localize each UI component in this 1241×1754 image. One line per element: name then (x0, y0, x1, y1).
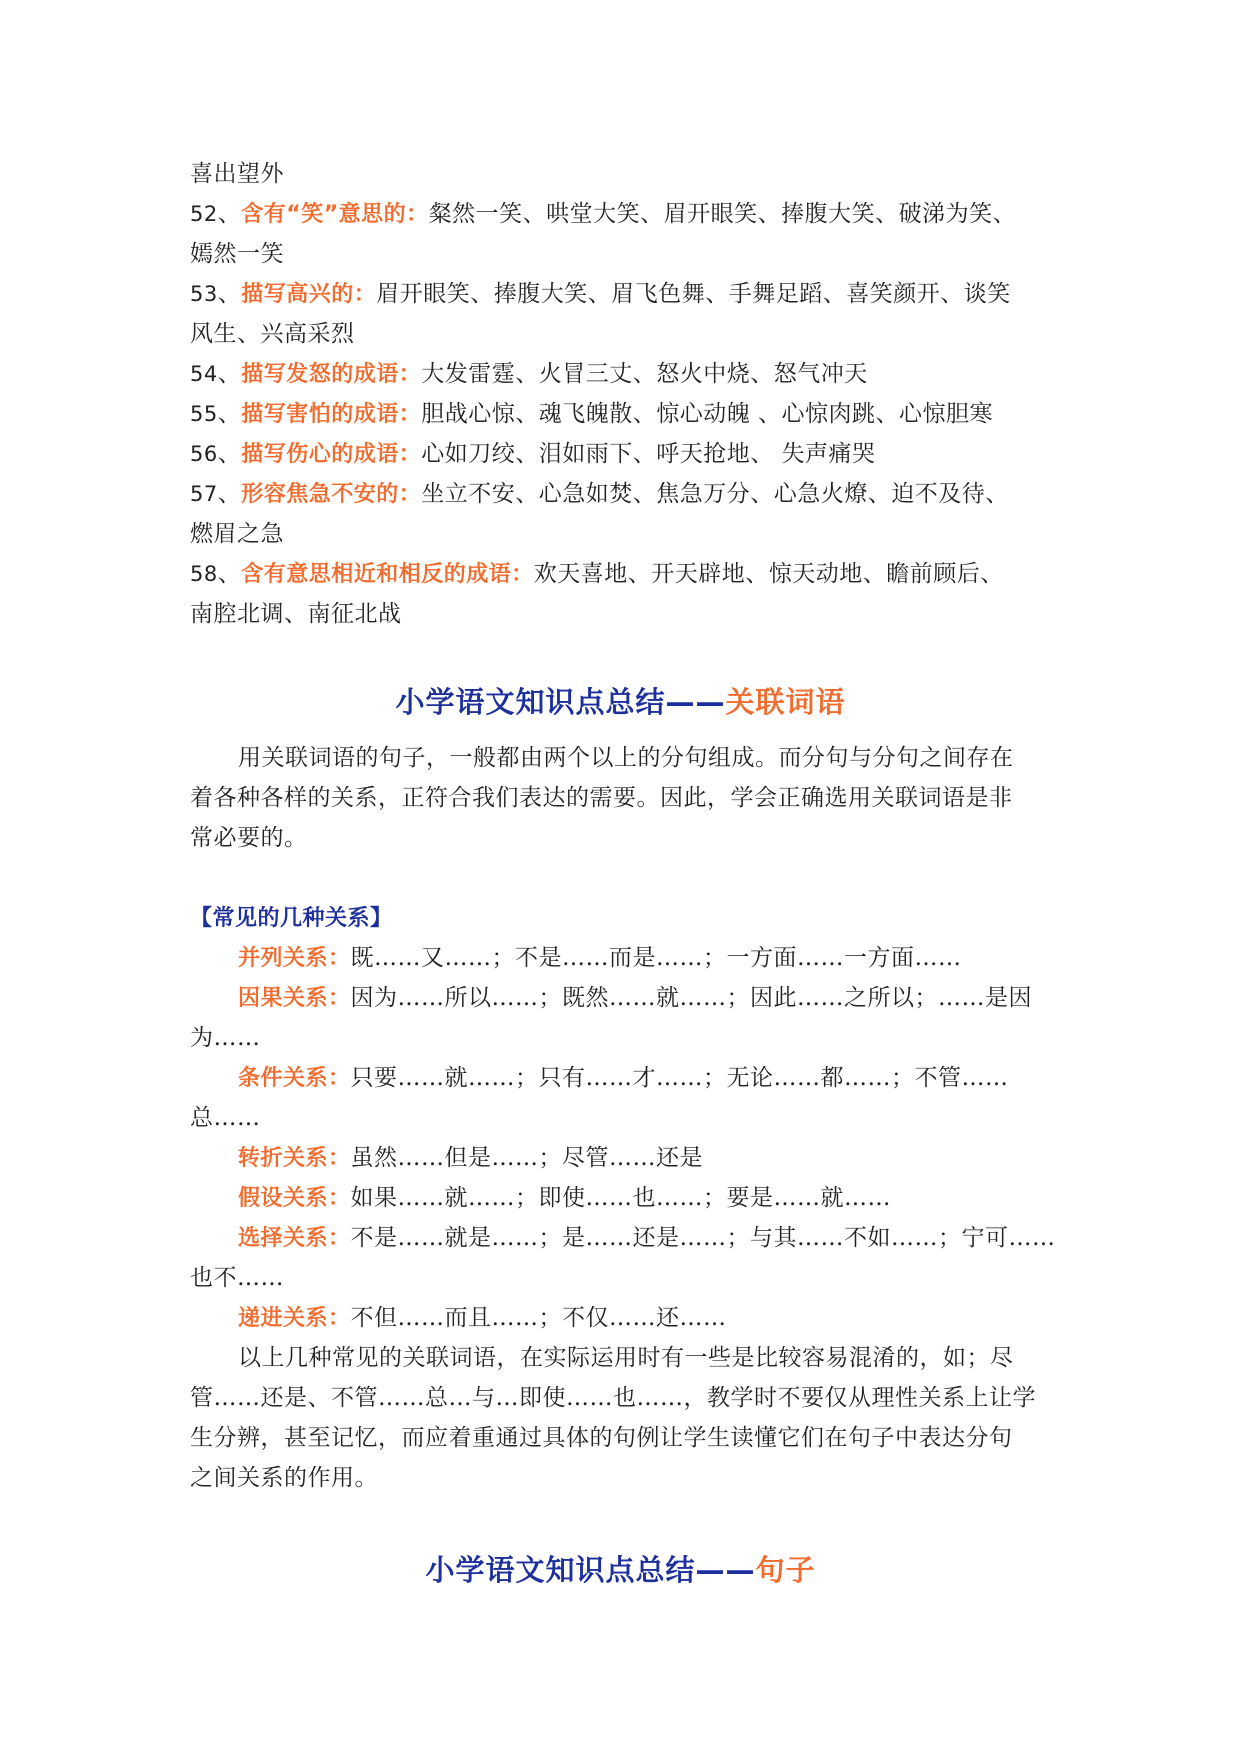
idiom-item-57 (190, 474, 1070, 554)
relation-label: 转折关系： (238, 1146, 351, 1171)
item-label: 含有意思相近和相反的成语： (241, 562, 534, 587)
relation-condition (190, 1058, 1070, 1138)
item-separator: 、 (217, 561, 242, 587)
idioms-list (190, 154, 1070, 634)
item-text-cont: 嫣然一笑 (190, 241, 284, 267)
intro-paragraph (190, 738, 1070, 858)
closing-paragraph (190, 1338, 1070, 1498)
item-label: 形容焦急不安的： (241, 482, 422, 507)
item-number: 52 (190, 202, 218, 226)
section-title-conjunctions (0, 680, 1241, 721)
item-text-cont: 南腔北调、南征北战 (190, 601, 402, 627)
relation-text-cont: 为…… (190, 1025, 261, 1051)
relation-text: 如果……就……；即使……也……；要是……就…… (350, 1185, 892, 1211)
item-text: 坐立不安、心急如焚、焦急万分、心急火燎、迫不及待、 (421, 481, 1009, 507)
relation-choice (190, 1218, 1070, 1298)
item-text: 胆战心惊、魂飞魄散、惊心动魄 、心惊肉跳、心惊胆寒 (421, 401, 994, 427)
idiom-item-58 (190, 554, 1070, 634)
relation-text: 不是……就是……；是……还是……；与其……不如……；宁可…… (350, 1225, 1056, 1251)
intro-line: 着各种各样的关系，正符合我们表达的需要。因此，学会正确选用关联词语是非 (190, 785, 1013, 811)
relation-text: 只要……就……；只有……才……；无论……都……；不管…… (350, 1065, 1009, 1091)
item-text: 粲然一笑、哄堂大笑、眉开眼笑、捧腹大笑、破涕为笑、 (428, 201, 1017, 227)
closing-line: 生分辨，甚至记忆，而应着重通过具体的句例让学生读懂它们在句子中表达分句 (190, 1425, 1013, 1451)
item-separator: 、 (217, 361, 242, 387)
relation-label: 递进关系： (238, 1306, 351, 1331)
relation-label: 条件关系： (238, 1066, 351, 1091)
item-label: 描写伤心的成语： (241, 442, 422, 467)
idiom-item-52 (190, 194, 1070, 274)
item-number: 54 (190, 362, 218, 386)
item-text: 眉开眼笑、捧腹大笑、眉飞色舞、手舞足蹈、喜笑颜开、谈笑 (376, 281, 1011, 307)
title-topic: 句子 (755, 1553, 816, 1587)
continuation-text: 喜出望外 (190, 161, 284, 187)
item-text: 大发雷霆、火冒三丈、怒火中烧、怒气冲天 (421, 361, 868, 387)
intro-line: 常必要的。 (190, 825, 308, 851)
relations-block (190, 898, 1070, 1498)
title-topic: 关联词语 (725, 685, 846, 719)
item-text-cont: 燃眉之急 (190, 521, 284, 547)
closing-line: 以上几种常见的关联词语，在实际运用时有一些是比较容易混淆的，如；尽 (238, 1345, 1014, 1371)
relation-label: 选择关系： (238, 1226, 351, 1251)
relation-progressive (190, 1298, 1070, 1338)
relation-hypothesis (190, 1178, 1070, 1218)
relation-cause (190, 978, 1070, 1058)
item-separator: 、 (217, 401, 242, 427)
item-number: 53 (190, 282, 218, 306)
closing-line: 之间关系的作用。 (190, 1465, 378, 1491)
relation-label: 假设关系： (238, 1186, 351, 1211)
closing-line: 管……还是、不管……总…与…即使……也……，教学时不要仅从理性关系上让学 (190, 1385, 1036, 1411)
item-text: 心如刀绞、泪如雨下、呼天抢地、 失声痛哭 (421, 441, 876, 467)
title-main: 小学语文知识点总结—— (395, 685, 726, 719)
item-number: 58 (190, 562, 218, 586)
relation-text: 因为……所以……；既然……就……；因此……之所以；……是因 (350, 985, 1033, 1011)
relation-label: 并列关系： (238, 946, 351, 971)
item-label: 描写发怒的成语： (241, 362, 422, 387)
item-label: 描写高兴的： (241, 282, 377, 307)
item-label: 描写害怕的成语： (241, 402, 422, 427)
relations-heading: 【常见的几种关系】 (190, 906, 393, 931)
idiom-item-54 (190, 354, 1070, 394)
item-separator: 、 (217, 201, 242, 227)
item-label: 含有“笑”意思的： (241, 202, 429, 227)
item-separator: 、 (217, 481, 242, 507)
item-number: 55 (190, 402, 218, 426)
item-separator: 、 (217, 441, 242, 467)
section-title-sentences (0, 1548, 1241, 1589)
item-separator: 、 (217, 281, 242, 307)
relation-text: 既……又……；不是……而是……；一方面……一方面…… (350, 945, 962, 971)
item-number: 57 (190, 482, 218, 506)
item-text-cont: 风生、兴高采烈 (190, 321, 355, 347)
item-text: 欢天喜地、开天辟地、惊天动地、瞻前顾后、 (533, 561, 1004, 587)
item-number: 56 (190, 442, 218, 466)
title-main: 小学语文知识点总结—— (425, 1553, 756, 1587)
relation-parallel (190, 938, 1070, 978)
idiom-item-53 (190, 274, 1070, 354)
relation-label: 因果关系： (238, 986, 351, 1011)
intro-line: 用关联词语的句子，一般都由两个以上的分句组成。而分句与分句之间存在 (238, 745, 1014, 771)
relation-text: 虽然……但是……；尽管……还是 (350, 1145, 704, 1171)
relation-contrast (190, 1138, 1070, 1178)
idiom-item-55 (190, 394, 1070, 434)
relation-text-cont: 总…… (190, 1105, 261, 1131)
idiom-item-56 (190, 434, 1070, 474)
relation-text-cont: 也不…… (190, 1265, 284, 1291)
relation-text: 不但……而且……；不仅……还…… (350, 1305, 727, 1331)
